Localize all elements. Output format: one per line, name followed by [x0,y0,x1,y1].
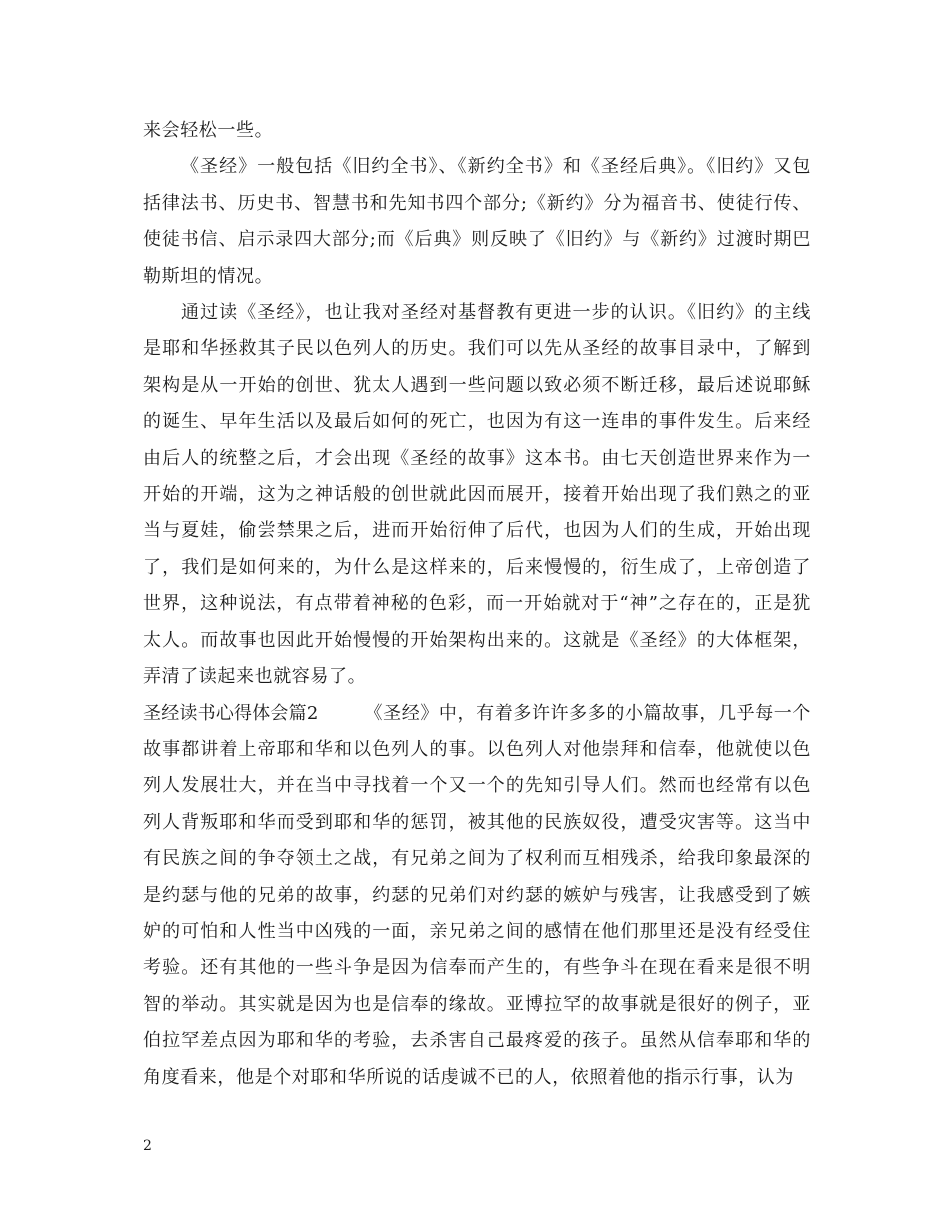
paragraph-continuation: 来会轻松一些。 [143,120,274,141]
paragraph-bible-understanding: 通过读《圣经》，也让我对圣经对基督教有更进一步的认识。《旧约》的主线是耶和华拯救其子民以色列人的历史。我们可以先从圣经的故事目录中，了解到架构是从一开始的创世、犹太人遇到一些问题以致必须不断迁移，最后述说耶稣的诞生、早年生活以及最后如何的死亡，也因为有这一连串的事件发生。后来经由后人的统整之后，才会出现《圣经的故事》这本书。由七天创造世界来作为一开始的开端，这为之神话般的创世就此因而展开，接着开始出现了我们熟之的亚当与夏娃，偷尝禁果之后，进而开始衍伸了后代，也因为人们的生成，开始出现了，我们是如何来的，为什么是这样来的，后来慢慢的，衍生成了，上帝创造了世界，这种说法，有点带着神秘的色彩，而一开始就对于“神”之存在的，正是犹太人。而故事也因此开始慢慢的开始架构出来的。这就是《圣经》的大体框架，弄清了读起来也就容易了。 [143,302,811,688]
page-number: 2 [143,1138,152,1154]
section-paragraph [143,696,811,1096]
section-body-text: 《圣经》中，有着多许许多多的小篇故事，几乎每一个故事都讲着上帝耶和华和以色列人的事。以色列人对他崇拜和信奉，他就使以色列人发展壮大，并在当中寻找着一个又一个的先知引导人们。然而也经常有以色列人背叛耶和华而受到耶和华的惩罚，被其他的民族奴役，遭受灾害等。这当中有民族之间的争夺领土之战，有兄弟之间为了权利而互相残杀，给我印象最深的是约瑟与他的兄弟的故事，约瑟的兄弟们对约瑟的嫉妒与残害，让我感受到了嫉妒的可怕和人性当中凶残的一面，亲兄弟之间的感情在他们那里还是没有经受住考验。还有其他的一些斗争是因为信奉而产生的，有些争斗在现在看来是很不明智的举动。其实就是因为也是信奉的缘故。亚博拉罕的故事就是很好的例子，亚伯拉罕差点因为耶和华的考验，去杀害自己最疼爱的孩子。虽然从信奉耶和华的角度看来，他是个对耶和华所说的话虔诚不已的人，依照着他的指示行事，认为 [143,702,811,1088]
paragraph-bible-structure: 《圣经》一般包括《旧约全书》、《新约全书》和《圣经后典》。《旧约》又包括律法书、历史书、智慧书和先知书四个部分;《新约》分为福音书、使徒行传、使徒书信、启示录四大部分;而《后典》则反映了《旧约》与《新约》过渡时期巴勒斯坦的情况。 [143,156,811,287]
section-title: 圣经读书心得体会篇2 [143,702,319,724]
document-body [143,113,811,1096]
